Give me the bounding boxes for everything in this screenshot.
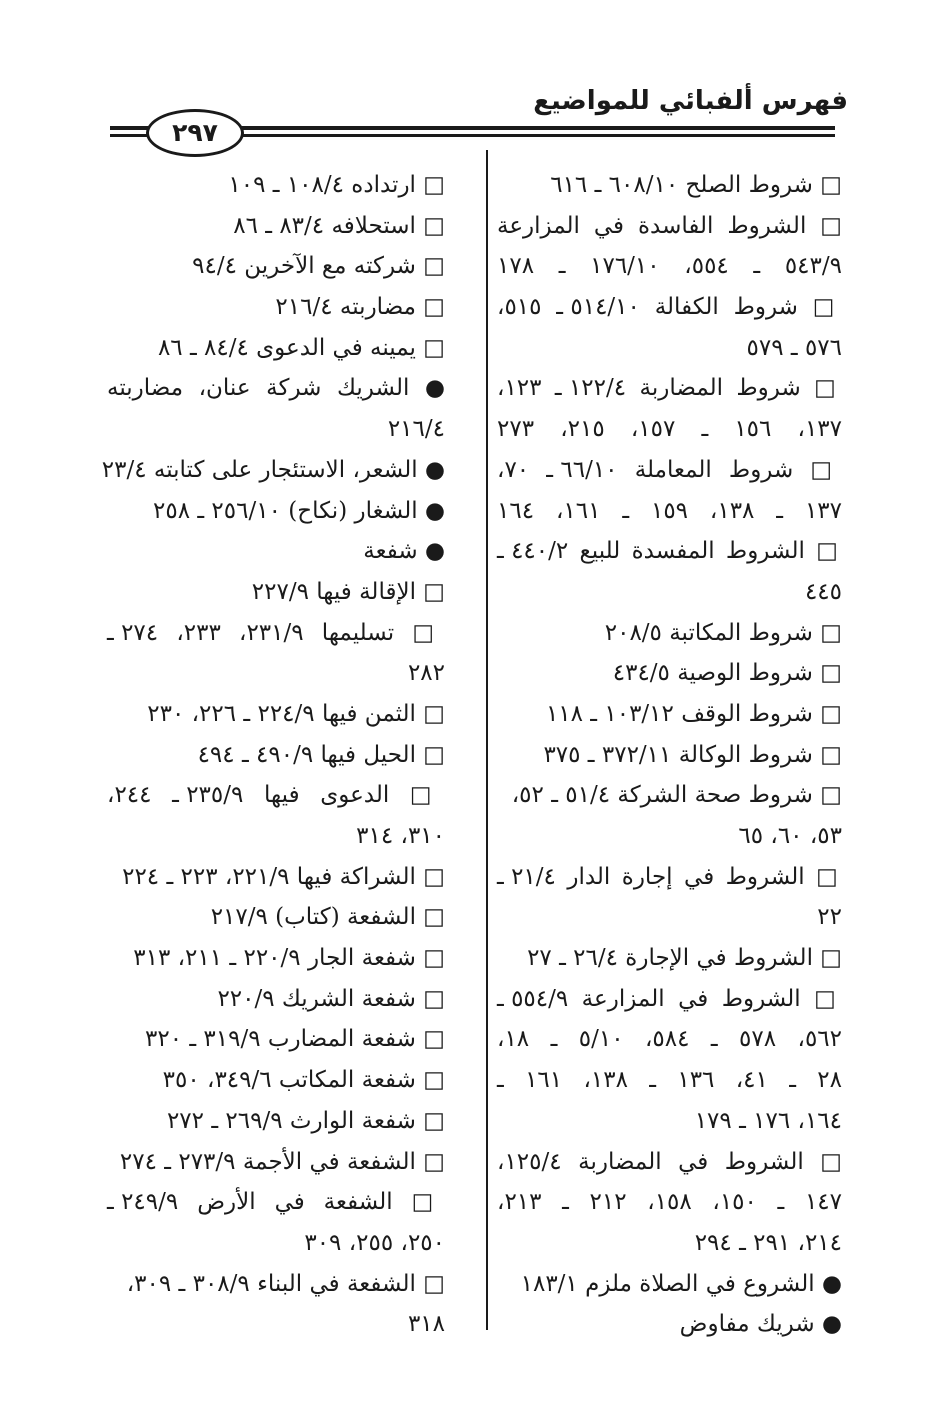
index-line: □ استحلافه ٨٣/٤ ـ ٨٦ xyxy=(233,212,445,239)
index-line: ٥٦٢، ٥٧٨ ـ ٥٨٤، ٥/١٠ ـ ١٨، xyxy=(497,1026,842,1053)
index-line: ١٦٤، ١٧٦ ـ ١٧٩ xyxy=(694,1107,842,1134)
index-line: ٣١٨ xyxy=(407,1311,445,1338)
index-line: ● الشعر، الاستئجار على كتابته ٢٣/٤ xyxy=(101,456,445,483)
index-line: □ شروط الوقف ١٠٣/١٢ ـ ١١٨ xyxy=(545,700,842,727)
index-line: □ شروط المكاتبة ٢٠٨/٥ xyxy=(604,619,842,646)
index-line: ● شفعة xyxy=(363,538,445,565)
index-line: □ الحيل فيها ٤٩٠/٩ ـ ٤٩٤ xyxy=(197,741,445,768)
index-line: □ الشروط في الإجارة ٢٦/٤ ـ ٢٧ xyxy=(527,945,842,972)
index-line: □ شروط الصلح ٦٠٨/١٠ ـ ٦١٦ xyxy=(550,172,842,198)
index-line: □ الشفعة في الأرض ٢٤٩/٩ ـ xyxy=(107,1189,445,1216)
index-line: ● شريك مفاوض xyxy=(679,1311,842,1338)
index-line: □ الشروط المفسدة للبيع ٤٤٠/٢ ـ xyxy=(497,538,842,565)
index-line: □ الشروط في المزارعة ٥٥٤/٩ ـ xyxy=(497,985,842,1012)
index-line: □ شفعة المكاتب ٣٤٩/٦، ٣٥٠ xyxy=(162,1067,445,1094)
index-line: □ الشفعة في الأجمة ٢٧٣/٩ ـ ٢٧٤ xyxy=(119,1148,445,1175)
index-line: □ مضاربته ٢١٦/٤ xyxy=(275,294,445,321)
index-line: □ شفعة الوارث ٢٦٩/٩ ـ ٢٧٢ xyxy=(166,1107,445,1134)
left-index-column xyxy=(101,165,446,1345)
index-line: □ الشفعة (كتاب) ٢١٧/٩ xyxy=(210,904,445,931)
index-line: □ ارتداده ١٠٨/٤ ـ ١٠٩ xyxy=(228,172,445,198)
index-line: ١٤٧ ـ ١٥٠، ١٥٨، ٢١٢ ـ ٢١٣، xyxy=(497,1189,842,1216)
index-line: □ شروط المعاملة ٦٦/١٠ ـ ٧٠، xyxy=(497,456,842,483)
index-line: ● الشغار (نكاح) ٢٥٦/١٠ ـ ٢٥٨ xyxy=(152,497,445,524)
page-header-title: فهرس ألفبائي للمواضيع xyxy=(533,86,848,116)
index-line: □ الشفعة في البناء ٣٠٨/٩ ـ ٣٠٩، xyxy=(126,1270,445,1297)
index-line: □ شروط الوكالة ٣٧٢/١١ ـ ٣٧٥ xyxy=(543,741,842,768)
index-line: □ الثمن فيها ٢٢٤/٩ ـ ٢٢٦، ٢٣٠ xyxy=(147,700,445,727)
column-divider xyxy=(486,150,488,1330)
index-line: □ شفعة المضارب ٣١٩/٩ ـ ٣٢٠ xyxy=(144,1026,445,1053)
index-line: ٥٣، ٦٠، ٦٥ xyxy=(738,823,842,849)
index-line: ٢١٤، ٢٩١ ـ ٢٩٤ xyxy=(694,1229,842,1256)
index-line: □ شفعة الشريك ٢٢٠/٩ xyxy=(217,985,445,1012)
index-line: □ شروط المضاربة ١٢٢/٤ ـ ١٢٣، xyxy=(497,375,842,402)
index-line: □ شروط الكفالة ٥١٤/١٠ ـ ٥١٥، xyxy=(497,294,842,321)
index-line: □ الشروط في المضاربة ١٢٥/٤، xyxy=(497,1148,842,1175)
index-line: ● الشروع في الصلاة ملزم ١٨٣/١ xyxy=(520,1270,842,1297)
index-line: ٣١٠، ٣١٤ xyxy=(356,823,445,849)
index-line: ٢١٦/٤ xyxy=(387,416,445,443)
index-line: □ الشروط في إجارة الدار ٢١/٤ ـ xyxy=(497,863,842,890)
index-line: □ يمينه في الدعوى ٨٤/٤ ـ ٨٦ xyxy=(157,334,445,361)
index-line: □ الشروط الفاسدة في المزارعة xyxy=(497,212,842,239)
index-line: ١٣٧ ـ ١٣٨، ١٥٩ ـ ١٦١، ١٦٤ xyxy=(497,497,842,524)
page-number-badge: ٢٩٧ xyxy=(146,109,244,157)
index-line: ١٣٧، ١٥٦ ـ ١٥٧، ٢١٥، ٢٧٣ xyxy=(497,416,843,443)
index-line: ٢٨ ـ ٤١، ١٣٦ ـ ١٣٨، ١٦١ ـ xyxy=(497,1067,842,1094)
index-line: □ شفعة الجار ٢٢٠/٩ ـ ٢١١، ٣١٣ xyxy=(133,945,445,972)
index-line: ٢٨٢ xyxy=(407,660,445,687)
index-line: □ شركته مع الآخرين ٩٤/٤ xyxy=(192,253,445,280)
index-line: □ تسليمها ٢٣١/٩، ٢٣٣، ٢٧٤ ـ xyxy=(107,619,446,646)
index-line: ● الشريك شركة عنان، مضاربته xyxy=(107,375,445,402)
index-line: ٢٢ xyxy=(817,904,842,931)
index-line: ٢٥٠، ٢٥٥، ٣٠٩ xyxy=(304,1229,445,1256)
index-line: □ شروط صحة الشركة ٥١/٤ ـ ٥٢، xyxy=(511,782,842,809)
index-line: ٤٤٥ xyxy=(804,578,842,605)
index-line: ٥٤٣/٩ ـ ٥٥٤، ١٧٦/١٠ ـ ١٧٨ xyxy=(497,253,842,280)
index-line: ٥٧٦ ـ ٥٧٩ xyxy=(746,334,842,361)
index-line: □ الدعوى فيها ٢٣٥/٩ ـ ٢٤٤، xyxy=(107,782,445,809)
right-index-column xyxy=(497,165,842,1345)
index-line: □ الإقالة فيها ٢٢٧/٩ xyxy=(251,578,445,605)
index-line: □ الشراكة فيها ٢٢١/٩، ٢٢٣ ـ ٢٢٤ xyxy=(122,863,445,890)
index-line: □ شروط الوصية ٤٣٤/٥ xyxy=(612,660,842,687)
